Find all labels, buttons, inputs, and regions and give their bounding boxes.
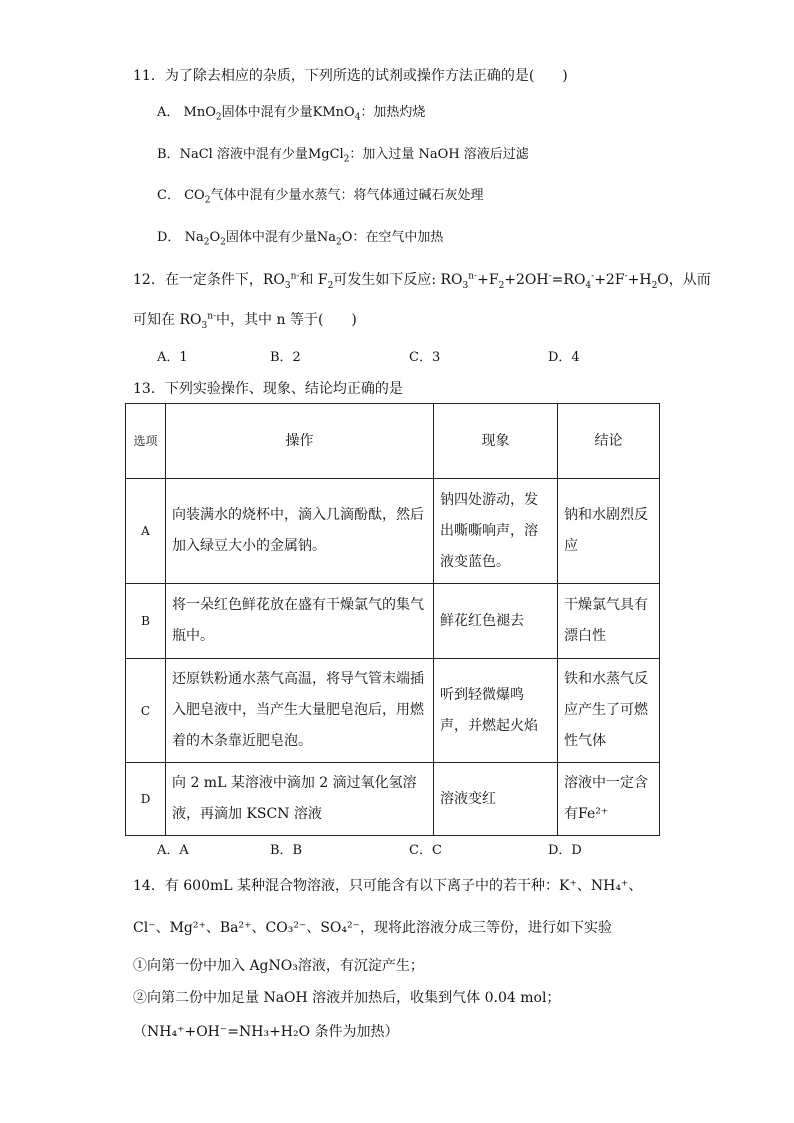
row-option: D xyxy=(126,763,166,836)
q12-line2: 可知在 $RO_3^{n-}$中，其中 n 等于( ) xyxy=(133,311,357,331)
q12-option-d: D．4 xyxy=(548,350,580,365)
row-phenomenon: 钠四处游动，发出嘶嘶响声，溶液变蓝色。 xyxy=(434,479,558,584)
q14-line3: ①向第一份中加入 AgNO₃溶液，有沉淀产生； xyxy=(133,958,424,974)
q12-option-a: A．1 xyxy=(157,350,188,365)
header-option: 选项 xyxy=(126,404,166,479)
q14-line2: Cl⁻、Mg²⁺、Ba²⁺、CO₃²⁻、SO₄²⁻，现将此溶液分成三等份，进行如下实验 xyxy=(133,920,612,936)
row-phenomenon: 鲜花红色褪去 xyxy=(434,584,558,659)
row-conclusion: 溶液中一定含有Fe²⁺ xyxy=(558,763,660,836)
row-phenomenon: 溶液变红 xyxy=(434,763,558,836)
q13-option-b: B．B xyxy=(270,843,303,858)
row-option: B xyxy=(126,584,166,659)
row-option: C xyxy=(126,659,166,763)
q14-line4: ②向第二份中加足量 NaOH 溶液并加热后，收集到气体 0.04 mol； xyxy=(133,990,561,1006)
row-operation: 向装满水的烧杯中，滴入几滴酚酞，然后加入绿豆大小的金属钠。 xyxy=(166,479,434,584)
q11-option-a: A． MnO$_2$固体中混有少量KMnO$_4$：加热灼烧 xyxy=(157,105,426,123)
experiment-table xyxy=(125,403,660,836)
row-operation: 向 2 mL 某溶液中滴加 2 滴过氧化氢溶液，再滴加 KSCN 溶液 xyxy=(166,763,434,836)
q13-option-c: C．C xyxy=(409,843,442,858)
table-row xyxy=(126,659,660,763)
row-operation: 将一朵红色鲜花放在盛有干燥氯气的集气瓶中。 xyxy=(166,584,434,659)
header-conclusion: 结论 xyxy=(558,404,660,479)
q12-line1: 12．在一定条件下，$RO_3^{n-}$和 $F_2$可发生如下反应: $RO_3^{n-}+F_2+2OH^-=RO_4^-+2F^-+H_2O$，从而 xyxy=(133,271,711,291)
q11-option-c: C． $CO_2$气体中混有少量水蒸气：将气体通过碱石灰处理 xyxy=(157,188,484,206)
table-row xyxy=(126,584,660,659)
q14-line1: 14．有 600mL 某种混合物溶液，只可能含有以下离子中的若干种：K⁺、NH₄⁺、 xyxy=(133,878,643,894)
row-conclusion: 钠和水剧烈反应 xyxy=(558,479,660,584)
q13-stem: 13．下列实验操作、现象、结论均正确的是 xyxy=(133,381,403,397)
row-operation: 还原铁粉通水蒸气高温，将导气管末端插入肥皂液中，当产生大量肥皂泡后，用燃着的木条靠近肥皂泡。 xyxy=(166,659,434,763)
header-phenomenon: 现象 xyxy=(434,404,558,479)
row-option: A xyxy=(126,479,166,584)
q11-option-d: D． $Na_2O_2$固体中混有少量$Na_2O$：在空气中加热 xyxy=(157,230,444,248)
row-phenomenon: 听到轻微爆鸣声，并燃起火焰 xyxy=(434,659,558,763)
table-row xyxy=(126,763,660,836)
row-conclusion: 铁和水蒸气反应产生了可燃性气体 xyxy=(558,659,660,763)
q13-option-a: A．A xyxy=(157,843,189,858)
table-row xyxy=(126,479,660,584)
q11-option-b: B．NaCl 溶液中混有少量MgCl$_2$：加入过量 NaOH 溶液后过滤 xyxy=(157,147,529,165)
q11-stem: 11．为了除去相应的杂质，下列所选的试剂或操作方法正确的是( ) xyxy=(133,68,568,84)
table-header-row xyxy=(126,404,660,479)
q12-option-b: B．2 xyxy=(270,350,301,365)
q13-option-d: D．D xyxy=(548,843,582,858)
row-conclusion: 干燥氯气具有漂白性 xyxy=(558,584,660,659)
q12-option-c: C．3 xyxy=(409,350,441,365)
header-operation: 操作 xyxy=(166,404,434,479)
q14-line5: （NH₄⁺+OH⁻=NH₃+H₂O 条件为加热） xyxy=(133,1024,399,1040)
